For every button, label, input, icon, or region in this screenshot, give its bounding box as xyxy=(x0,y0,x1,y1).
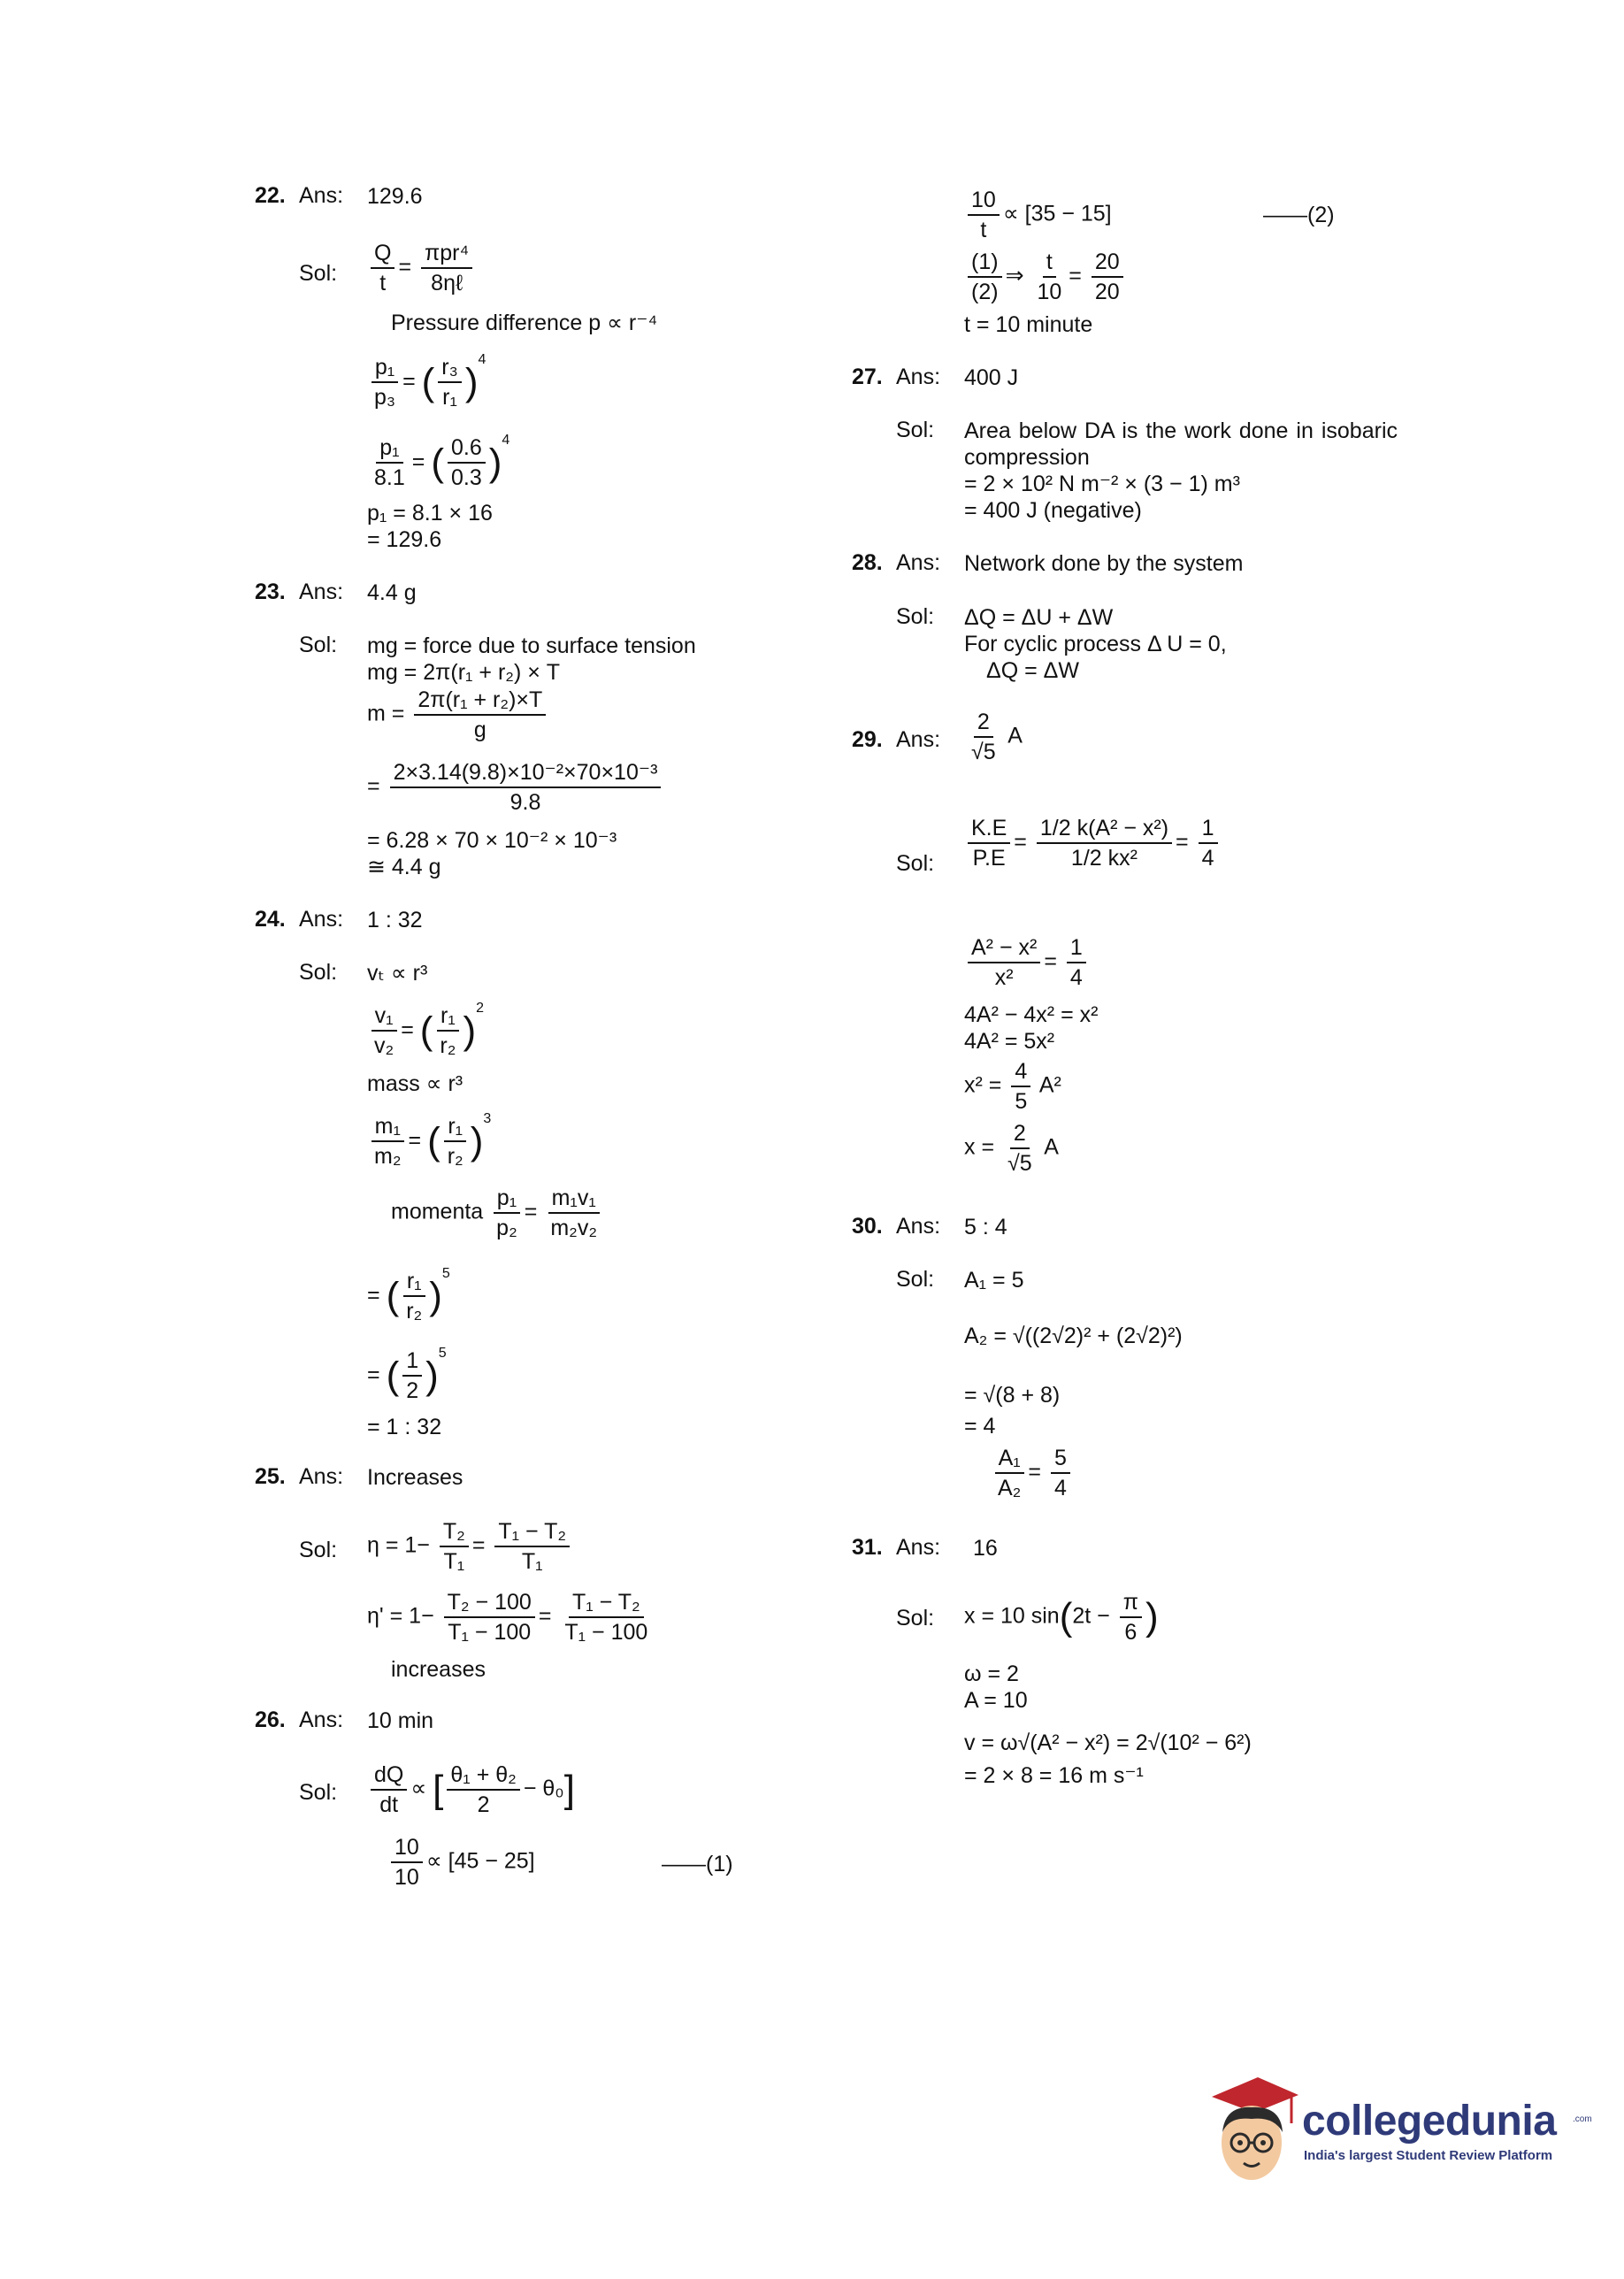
q24-line1: vₜ ∝ r³ xyxy=(367,961,428,986)
q22-eq1: $\frac{Q}{t}$ = $\frac{\text{πpr⁴}}{\text{8ηℓ}}$ xyxy=(367,239,476,297)
q22-result2: = 129.6 xyxy=(367,527,442,552)
q31-line5: = 2 × 8 = 16 m s⁻¹ xyxy=(964,1763,1144,1788)
q28-ans-label: Ans: xyxy=(896,550,941,575)
q27-number: 27. xyxy=(852,364,883,389)
q31-sol-label: Sol: xyxy=(896,1606,935,1631)
q30-answer: 5 : 4 xyxy=(964,1215,1007,1239)
q23-line6: ≅ 4.4 g xyxy=(367,855,441,879)
q25-eq-eta-prime: η' = 1− $\frac{\text{T₂ − 100}}{\text{T₁ − 100}}$ = $\frac{\text{T₁ − T₂}}{\text{T₁ − 100}}$ xyxy=(367,1590,648,1645)
q26-mark2: ——(2) xyxy=(1263,203,1335,227)
q23-line4: = $\frac{\text{2×3.14(9.8)×10⁻²×70×10⁻³}}{9.8}$ xyxy=(367,758,664,817)
q28-sol-label: Sol: xyxy=(896,604,935,629)
q28-line3: ΔQ = ΔW xyxy=(986,658,1079,683)
q23-sol-label: Sol: xyxy=(299,633,338,657)
q23-line3: m = $\frac{\text{2π(r₁ + r₂)×T}}{g}$ xyxy=(367,686,549,744)
q31-line2: ω = 2 xyxy=(964,1661,1019,1686)
q25-eq-eta: η = 1− $\frac{\text{T₂}}{\text{T₁}}$ = $\frac{\text{T₁ − T₂}}{\text{T₁}}$ xyxy=(367,1517,573,1576)
q26-mark1: ——(1) xyxy=(662,1852,733,1876)
q27-line1: Area below DA is the work done in isobaric compression xyxy=(964,418,1398,470)
logo-wordmark: collegedunia xyxy=(1302,2098,1557,2145)
q27-line3: = 400 J (negative) xyxy=(964,498,1142,523)
q28-line1: ΔQ = ΔU + ΔW xyxy=(964,605,1114,630)
collegedunia-logo xyxy=(1203,2070,1592,2194)
q26-eq2: $\frac{10}{t}$ ∝ [35 − 15] xyxy=(964,186,1112,244)
q29-line6: x = $\frac{2}{√5}$ A xyxy=(964,1121,1059,1176)
q30-eq-final: $\frac{\text{A₁}}{\text{A₂}}$ = $\frac{5}{4}$ xyxy=(991,1444,1074,1502)
q24-eq-m: $\frac{\text{m₁}}{\text{m₂}}$ = ( $\frac{\text{r₁}}{\text{r₂}}$ )$^3$ xyxy=(367,1106,491,1170)
q24-number: 24. xyxy=(255,907,286,932)
q23-line2: mg = 2π(r₁ + r₂) × T xyxy=(367,660,561,685)
q30-line4: = 4 xyxy=(964,1414,996,1439)
q24-eq-r5: = ( $\frac{\text{r₁}}{\text{r₂}}$ )$^5$ xyxy=(367,1266,450,1324)
q28-number: 28. xyxy=(852,550,883,575)
q24-ans-label: Ans: xyxy=(299,907,344,932)
q27-ans-label: Ans: xyxy=(896,364,941,389)
q28-line2: For cyclic process Δ U = 0, xyxy=(964,632,1227,656)
q30-line1: A₁ = 5 xyxy=(964,1268,1024,1293)
q27-answer: 400 J xyxy=(964,365,1019,390)
q31-ans-label: Ans: xyxy=(896,1535,941,1560)
q24-sol-label: Sol: xyxy=(299,960,338,985)
q29-sol-label: Sol: xyxy=(896,851,935,876)
q25-answer: Increases xyxy=(367,1465,463,1490)
q22-number: 22. xyxy=(255,183,286,208)
q24-result: = 1 : 32 xyxy=(367,1415,442,1439)
q26-ans-label: Ans: xyxy=(299,1707,344,1732)
q22-pressure-line: Pressure difference p ∝ r⁻⁴ xyxy=(391,311,658,335)
q30-line2: A₂ = √((2√2)² + (2√2)²) xyxy=(964,1324,1183,1348)
q27-line2: = 2 × 10² N m⁻² × (3 − 1) m³ xyxy=(964,472,1240,496)
q25-ans-label: Ans: xyxy=(299,1464,344,1489)
q24-answer: 1 : 32 xyxy=(367,908,423,932)
q26-number: 26. xyxy=(255,1707,286,1732)
q29-line5: x² = $\frac{4}{5}$ A² xyxy=(964,1059,1061,1114)
q22-sol-label: Sol: xyxy=(299,261,338,286)
q30-line3: = √(8 + 8) xyxy=(964,1383,1061,1408)
q26-result: t = 10 minute xyxy=(964,312,1093,337)
q24-eq-v: $\frac{\text{v₁}}{\text{v₂}}$ = ( $\frac{\text{r₁}}{\text{r₂}}$ )$^2$ xyxy=(367,995,484,1060)
q23-line1: mg = force due to surface tension xyxy=(367,633,696,658)
q25-sol-label: Sol: xyxy=(299,1538,338,1562)
q22-result1: p₁ = 8.1 × 16 xyxy=(367,501,493,526)
q25-increases: increases xyxy=(391,1657,486,1682)
q23-answer: 4.4 g xyxy=(367,580,417,605)
q31-number: 31. xyxy=(852,1535,883,1560)
q30-sol-label: Sol: xyxy=(896,1267,935,1292)
q26-eq-rate: $\frac{dQ}{dt}$ ∝ [ $\frac{\text{θ₁ + θ₂}}{2}$ − θ₀] xyxy=(367,1761,575,1819)
mascot-icon xyxy=(1203,2070,1300,2194)
q26-sol-label: Sol: xyxy=(299,1780,338,1805)
q22-ans-label: Ans: xyxy=(299,183,344,208)
q29-answer: $\frac{2}{√5}$ A xyxy=(971,710,1023,764)
q30-number: 30. xyxy=(852,1214,883,1239)
q25-number: 25. xyxy=(255,1464,286,1489)
q29-eq2: $\frac{\text{A² − x²}}{\text{x²}}$ = $\frac{1}{4}$ xyxy=(964,933,1090,992)
q26-eq1: $\frac{10}{10}$ ∝ [45 − 25] xyxy=(387,1833,535,1891)
q22-eq3: $\frac{\text{p₁}}{8.1}$ = ( $\frac{0.6}{0.3}$ )$^4$ xyxy=(374,433,510,491)
q22-eq2: $\frac{\text{p₁}}{\text{p₃}}$ = ( $\frac{\text{r₃}}{\text{r₁}}$ )$^4$ xyxy=(367,347,486,411)
q23-line5: = 6.28 × 70 × 10⁻² × 10⁻³ xyxy=(367,828,617,853)
q24-eq-half5: = ( $\frac{1}{2}$ )$^5$ xyxy=(367,1346,447,1404)
q26-answer: 10 min xyxy=(367,1708,434,1733)
q28-answer: Network done by the system xyxy=(964,551,1244,576)
q22-answer: 129.6 xyxy=(367,184,423,209)
logo-tagline: India's largest Student Review Platform xyxy=(1304,2148,1553,2163)
q31-answer: 16 xyxy=(973,1536,998,1561)
q31-line3: A = 10 xyxy=(964,1688,1028,1713)
q29-number: 29. xyxy=(852,727,883,752)
q24-momenta: momenta $\frac{\text{p₁}}{\text{p₂}}$ = $\frac{\text{m₁v₁}}{\text{m₂v₂}}$ xyxy=(391,1184,604,1242)
q29-line4: 4A² = 5x² xyxy=(964,1029,1055,1054)
q23-number: 23. xyxy=(255,579,286,604)
q31-line1: x = 10 sin(2t − $\frac{\pi}{6}$ ) xyxy=(964,1590,1159,1645)
q24-mass: mass ∝ r³ xyxy=(367,1071,463,1096)
q29-eq-ratio: $\frac{K.E}{P.E}$ = $\frac{\text{1/2 k(A² − x²)}}{\text{1/2 kx²}}$ = $\frac{1}{4}$ xyxy=(964,814,1222,872)
q29-line3: 4A² − 4x² = x² xyxy=(964,1002,1099,1027)
q31-line4: v = ω√(A² − x²) = 2√(10² − 6²) xyxy=(964,1730,1252,1755)
q26-eq3: $\frac{(1)}{(2)}$ ⇒ $\frac{t}{10}$ = $\frac{20}{20}$ xyxy=(964,248,1127,306)
q30-ans-label: Ans: xyxy=(896,1214,941,1239)
q29-ans-label: Ans: xyxy=(896,727,941,752)
logo-com: .com xyxy=(1573,2114,1592,2124)
q27-sol-label: Sol: xyxy=(896,418,935,442)
q23-ans-label: Ans: xyxy=(299,579,344,604)
